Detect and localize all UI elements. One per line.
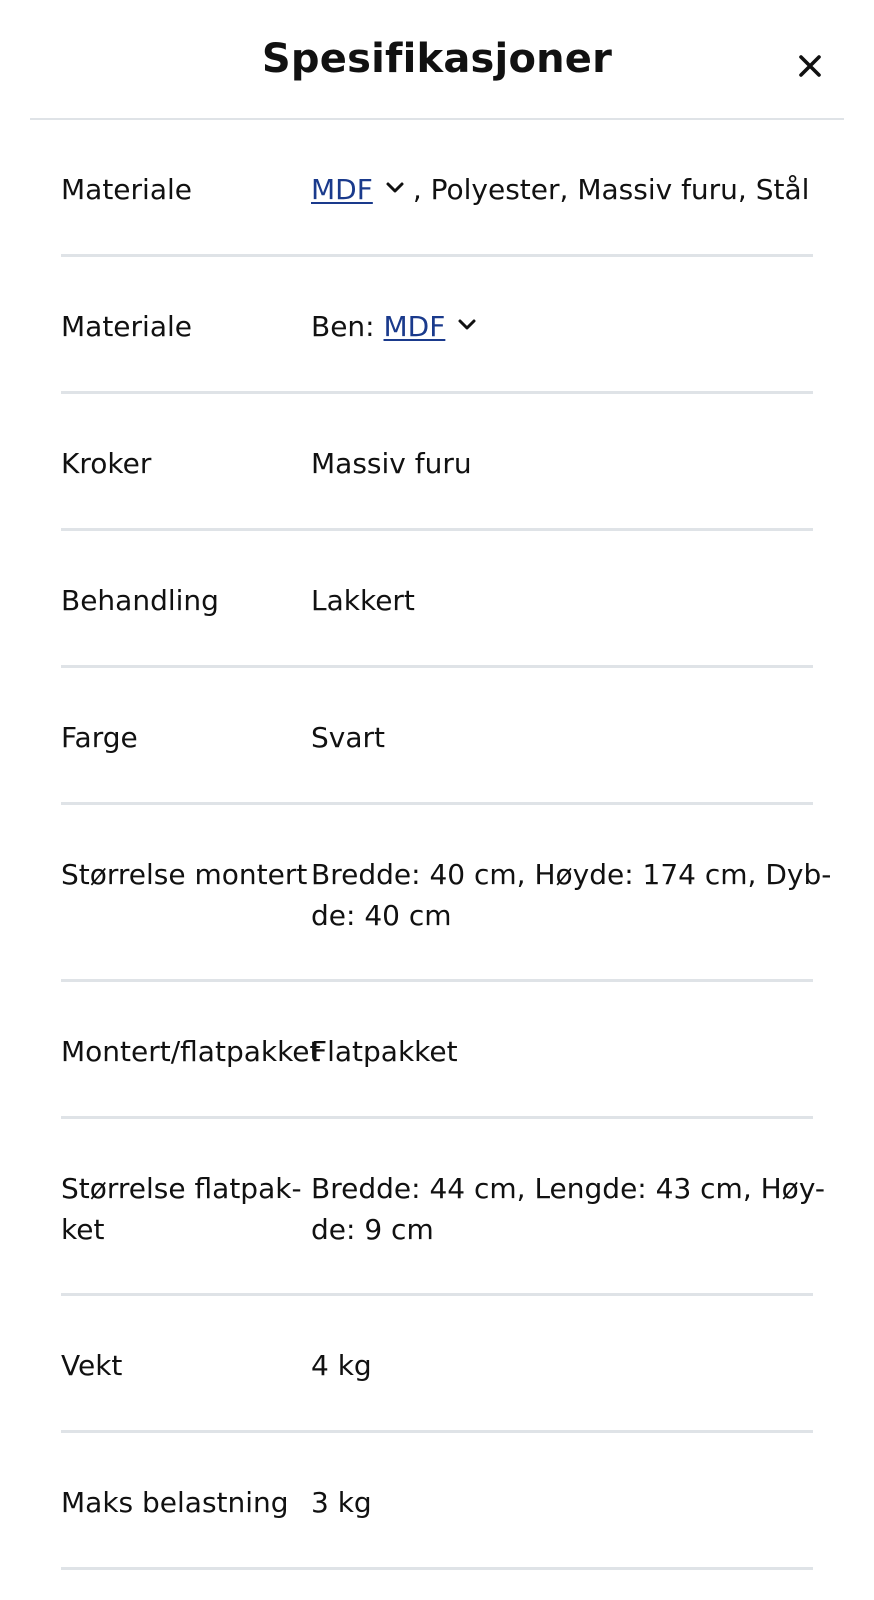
material-link-mdf[interactable]: MDF — [383, 310, 446, 343]
spec-value: Lakkert — [311, 584, 415, 617]
spec-row-behandling — [61, 531, 813, 668]
spec-row-storrelse-flatpakket — [61, 1119, 825, 1296]
spec-value: 3 kg — [311, 1486, 372, 1519]
spec-label: Materiale — [61, 173, 192, 206]
spec-value — [311, 1168, 825, 1250]
spec-value-line: Bredde: 40 cm, Høyde: 174 cm, Dyb- — [311, 858, 832, 891]
spec-label: Behandling — [61, 584, 219, 617]
close-button[interactable] — [792, 48, 828, 84]
dialog-header — [0, 0, 874, 120]
spec-value: Massiv furu — [311, 447, 472, 480]
spec-row-montert-flatpakket — [61, 982, 813, 1119]
spec-value: Svart — [311, 721, 385, 754]
spec-label: Montert/flatpakket — [61, 1035, 321, 1068]
spec-label: Materiale — [61, 310, 192, 343]
dialog-title: Spesifikasjoner — [261, 36, 613, 82]
spec-list — [61, 120, 832, 1570]
spec-label: Vekt — [61, 1349, 123, 1382]
spec-row-vekt — [61, 1296, 813, 1433]
spec-row-farge — [61, 668, 813, 805]
ben-prefix: Ben: — [311, 310, 384, 343]
spec-label: Farge — [61, 721, 138, 754]
spec-value: 4 kg — [311, 1349, 372, 1382]
spec-value — [311, 169, 811, 210]
spec-value: Flatpakket — [311, 1035, 458, 1068]
spec-value — [311, 854, 832, 936]
spec-row-maks-belastning — [61, 1433, 813, 1570]
spec-value-line: de: 9 cm — [311, 1213, 434, 1246]
spec-row-materiale-ben — [61, 257, 813, 394]
chevron-down-icon[interactable] — [457, 318, 477, 332]
spec-value-line: Bredde: 44 cm, Lengde: 43 cm, Høy- — [311, 1172, 825, 1205]
spec-row-storrelse-montert — [61, 805, 832, 982]
spec-label-line: Størrelse flatpak- — [61, 1172, 302, 1205]
material-link-mdf[interactable]: MDF — [311, 173, 373, 206]
spec-value-line: de: 40 cm — [311, 899, 452, 932]
spec-row-kroker — [61, 394, 813, 531]
spec-label: Størrelse montert — [61, 858, 308, 891]
spec-label: Kroker — [61, 447, 152, 480]
spec-row-materiale — [61, 120, 813, 257]
material-list-text: , Polyester, Massiv furu, Stål — [412, 173, 810, 206]
spec-value — [311, 306, 811, 347]
spec-label — [61, 1168, 301, 1250]
chevron-down-icon[interactable] — [385, 181, 405, 195]
close-icon — [798, 54, 822, 78]
spec-label-line: ket — [61, 1213, 105, 1246]
spec-label: Maks belastning — [61, 1486, 289, 1519]
